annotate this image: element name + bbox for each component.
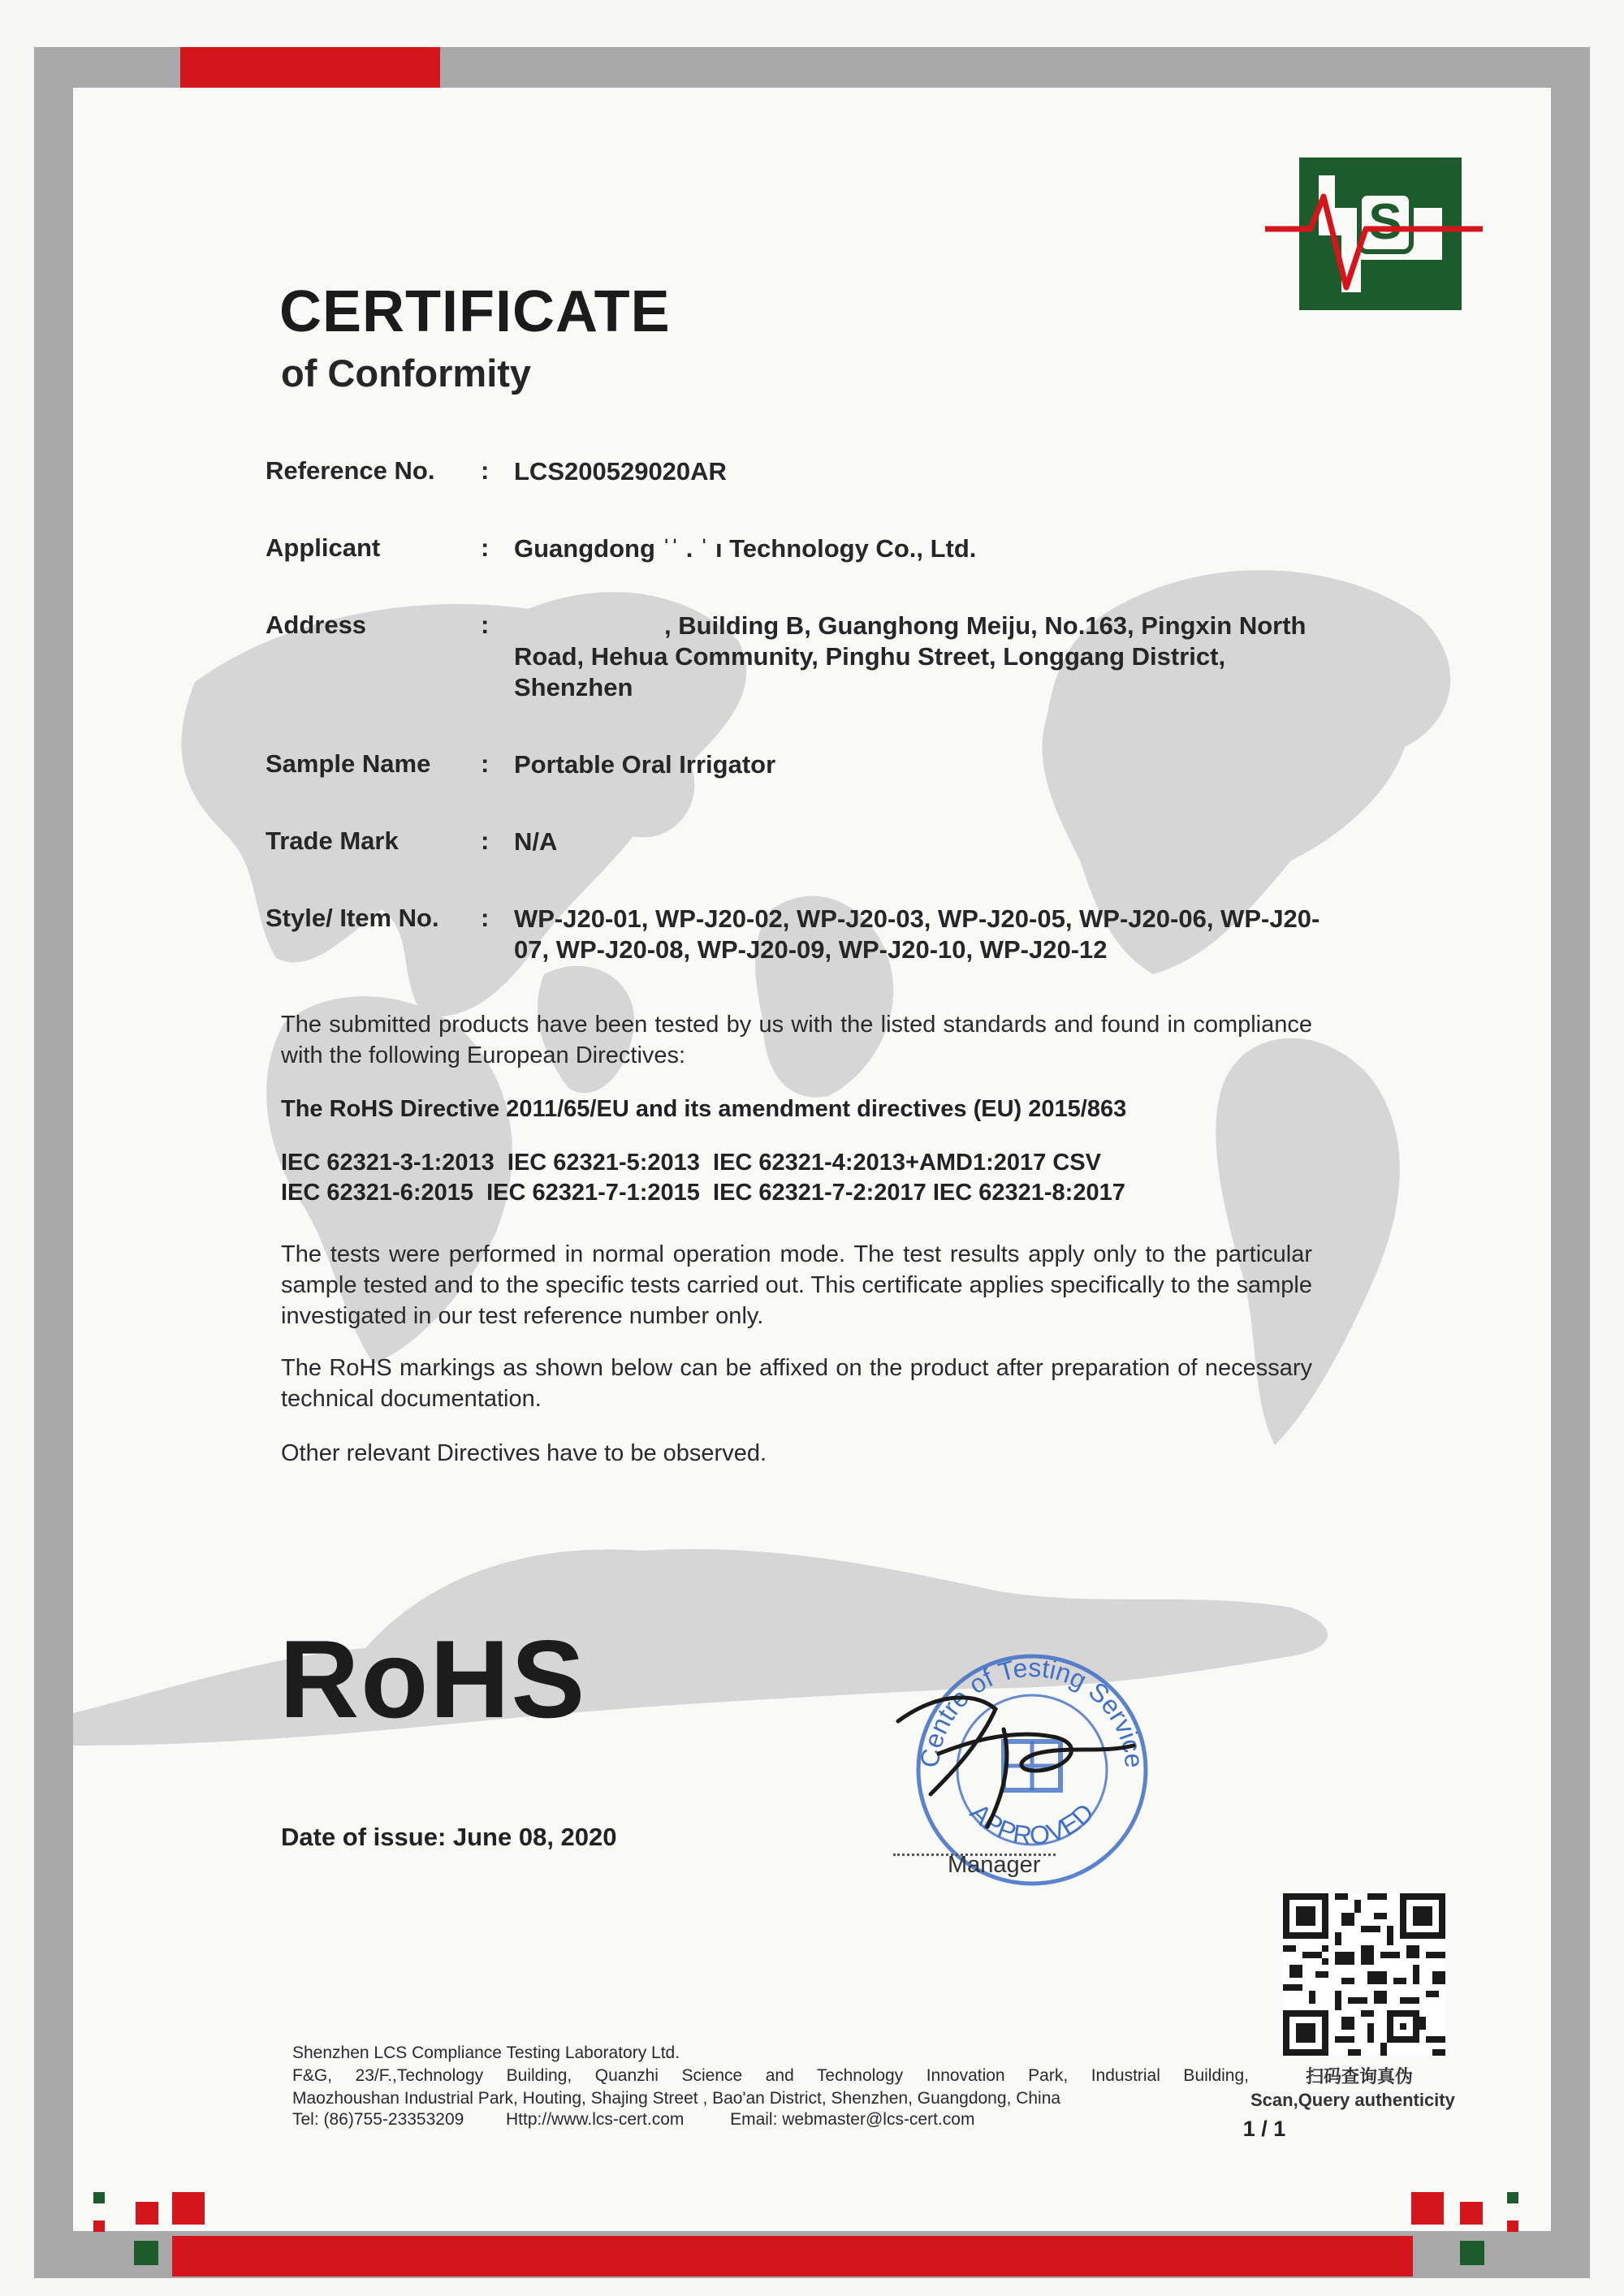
page-number: 1 / 1 — [1242, 2117, 1286, 2141]
logo-letter-s: S — [1368, 194, 1402, 250]
trade-mark-label: Trade Mark — [266, 826, 399, 855]
top-red-accent-bar — [180, 47, 440, 88]
field-colon: : — [481, 826, 490, 855]
corner-square-decoration — [1507, 2192, 1518, 2203]
field-colon: : — [481, 611, 490, 639]
issuer-address-line-1: F&G, 23/F.,Technology Building, Quanzhi Science and Technology Innovation Park, Industrial Building, — [292, 2066, 1249, 2085]
sample-name-value — [514, 749, 1358, 780]
corner-square-decoration — [1460, 2202, 1483, 2225]
reference-no-value — [514, 456, 1358, 487]
stamp-top-path: Centre of Testing Service — [914, 1652, 1150, 1769]
style-item-no-value — [514, 904, 1358, 965]
standards-line-2: IEC 62321-6:2015 IEC 62321-7-1:2015 IEC 62321-7-2:2017 IEC 62321-8:2017 — [281, 1180, 1125, 1206]
certificate-subtitle: of Conformity — [281, 352, 532, 395]
address-label: Address — [266, 611, 367, 639]
style-item-no-label: Style/ Item No. — [266, 904, 439, 932]
certificate-title: CERTIFICATE — [279, 279, 671, 344]
qr-caption-english: Scan,Query authenticity — [1250, 2090, 1455, 2110]
field-colon: : — [481, 456, 490, 485]
tested-statement: The submitted products have been tested by us with the listed standards and found in compliance with the following European Directives: — [281, 1012, 1312, 1068]
field-colon: : — [481, 749, 490, 778]
address-line-3: Shenzhen — [514, 673, 633, 701]
qr-code — [1283, 1893, 1445, 2056]
corner-square-decoration — [93, 2220, 105, 2232]
applicant-value — [514, 533, 1358, 564]
applicant-label: Applicant — [266, 533, 381, 562]
issuer-contact — [292, 2110, 974, 2130]
markings-statement: The RoHS markings as shown below can be affixed on the product after preparation of necessary technical documentation. — [281, 1355, 1312, 1412]
corner-square-decoration — [1411, 2192, 1444, 2225]
address-value — [514, 611, 1358, 703]
corner-square-decoration — [1460, 2241, 1484, 2265]
date-of-issue: Date of issue: June 08, 2020 — [281, 1823, 617, 1851]
corner-square-decoration — [1507, 2220, 1518, 2232]
corner-square-decoration — [172, 2192, 205, 2225]
rohs-mark: RoHS — [279, 1617, 587, 1741]
trade-mark-line: N/A — [514, 827, 558, 856]
issuer-address-line-2: Maozhoushan Industrial Park, Houting, Shajing Street , Bao'an District, Shenzhen, Guangdong, China — [292, 2089, 1061, 2108]
field-colon: : — [481, 533, 490, 562]
issuer-email-link[interactable]: Email: webmaster@lcs-cert.com — [730, 2110, 975, 2129]
corner-square-decoration — [134, 2241, 158, 2265]
trade-mark-value — [514, 826, 1358, 857]
other-directives-statement: Other relevant Directives have to be observed. — [281, 1440, 767, 1466]
issuer-website-link[interactable]: Http://www.lcs-cert.com — [506, 2110, 685, 2129]
issuer-name: Shenzhen LCS Compliance Testing Laboratory Ltd. — [292, 2044, 680, 2062]
stamp-bottom-text — [965, 1798, 1099, 1850]
tests-statement: The tests were performed in normal operation mode. The test results apply only to the particular sample tested and to the specific tests carried out. This certificate applies specifically to the sample investigated in our test reference number only. — [281, 1241, 1312, 1329]
field-colon: : — [481, 904, 490, 932]
lcs-logo — [1263, 154, 1483, 317]
qr-caption-chinese: 扫码查询真伪 — [1306, 2066, 1414, 2087]
standards-line-1: IEC 62321-3-1:2013 IEC 62321-5:2013 IEC 62321-4:2013+AMD1:2017 CSV — [281, 1150, 1101, 1176]
bottom-red-accent-bar — [172, 2236, 1413, 2277]
sample-name-label: Sample Name — [266, 749, 431, 778]
stamp-bottom-path: APPROVED — [964, 1798, 1100, 1851]
rohs-directive: The RoHS Directive 2011/65/EU and its amendment directives (EU) 2015/863 — [281, 1096, 1127, 1122]
corner-square-decoration — [136, 2202, 158, 2225]
reference-no-label: Reference No. — [266, 456, 435, 485]
corner-square-decoration — [93, 2192, 105, 2203]
style-item-line-1: WP-J20-01, WP-J20-02, WP-J20-03, WP-J20-05, WP-J20-06, WP-J20- — [514, 904, 1320, 933]
signatory-title: Manager — [948, 1852, 1041, 1878]
reference-no-line: LCS200529020AR — [514, 457, 727, 486]
address-line-2: Road, Hehua Community, Pinghu Street, Longgang District, — [514, 642, 1226, 671]
applicant-line: Guangdong ˈˈ . ˈ ı Technology Co., Ltd. — [514, 534, 977, 563]
style-item-line-2: 07, WP-J20-08, WP-J20-09, WP-J20-10, WP-J20-12 — [514, 935, 1108, 964]
sample-name-line: Portable Oral Irrigator — [514, 750, 776, 779]
address-line-1: , Building B, Guanghong Meiju, No.163, Pingxin North — [664, 611, 1307, 640]
issuer-tel: Tel: (86)755-23353209 — [292, 2110, 464, 2129]
